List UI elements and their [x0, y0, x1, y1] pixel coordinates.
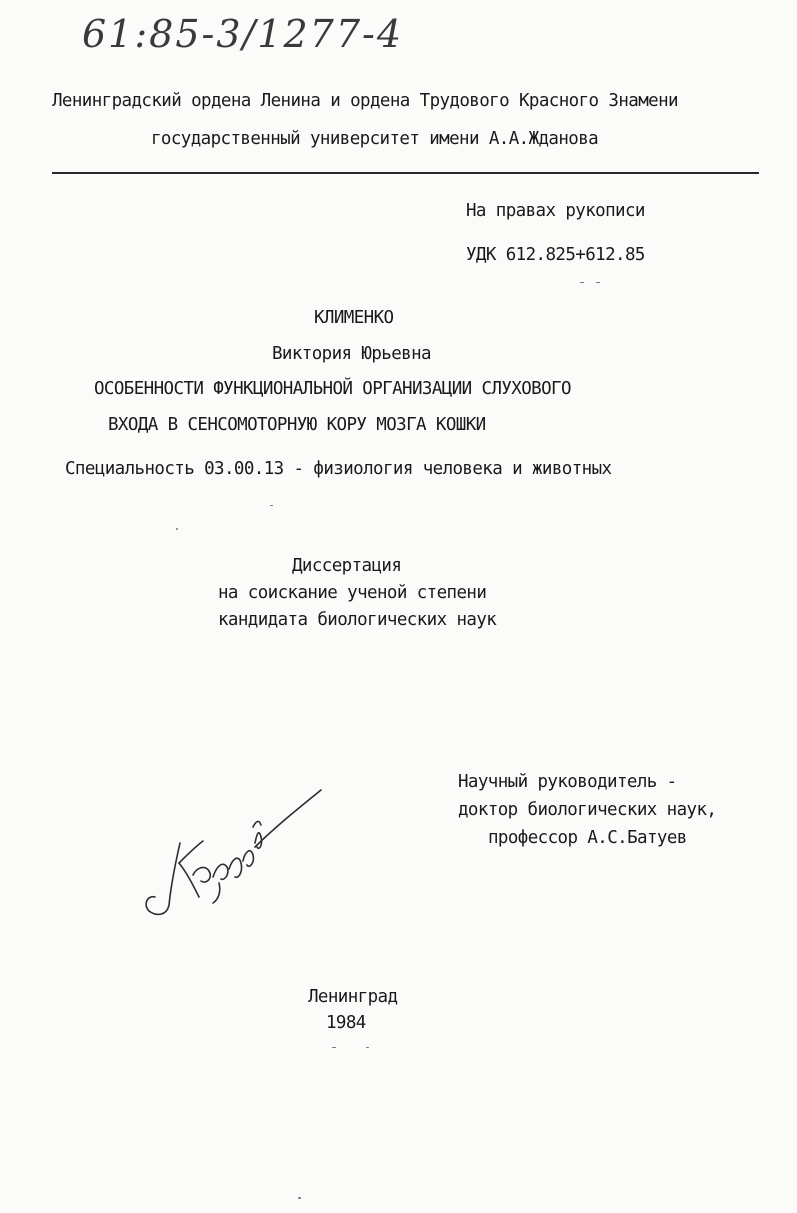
- author-surname: КЛИМЕНКО: [314, 308, 394, 328]
- degree-line-3: кандидата биологических наук: [218, 610, 497, 630]
- supervisor-line-1: Научный руководитель -: [458, 772, 677, 792]
- scan-speck: [176, 528, 178, 530]
- title-line-1: ОСОБЕННОСТИ ФУНКЦИОНАЛЬНОЙ ОРГАНИЗАЦИИ СЛУХОВОГО: [94, 379, 571, 399]
- footer-city: Ленинград: [308, 987, 398, 1007]
- specialty: Специальность 03.00.13 - физиология человека и животных: [65, 459, 612, 479]
- footer-year: 1984: [326, 1013, 366, 1033]
- institution-line-2: государственный университет имени А.А.Жданова: [151, 129, 599, 149]
- supervisor-line-3: профессор А.С.Батуев: [488, 828, 687, 848]
- udc-code: УДК 612.825+612.85: [466, 245, 645, 265]
- scan-speck: [366, 1047, 369, 1048]
- scan-speck: [298, 1197, 301, 1199]
- header-divider: [52, 172, 759, 174]
- supervisor-line-2: доктор биологических наук,: [458, 800, 717, 820]
- scan-speck: [332, 1047, 336, 1048]
- title-line-2: ВХОДА В СЕНСОМОТОРНУЮ КОРУ МОЗГА КОШКИ: [108, 415, 486, 435]
- signature: [135, 785, 335, 925]
- degree-line-2: на соискание ученой степени: [218, 583, 487, 603]
- author-name: Виктория Юрьевна: [272, 344, 431, 364]
- archive-number: 61:85-3/1277-4: [82, 12, 404, 56]
- scan-speck: [596, 282, 600, 283]
- institution-line-1: Ленинградский ордена Ленина и ордена Трудового Красного Знамени: [52, 91, 678, 111]
- rights-notice: На правах рукописи: [466, 201, 645, 221]
- scan-speck: [580, 282, 584, 283]
- scan-speck: [270, 505, 273, 506]
- degree-line-1: Диссертация: [292, 556, 402, 576]
